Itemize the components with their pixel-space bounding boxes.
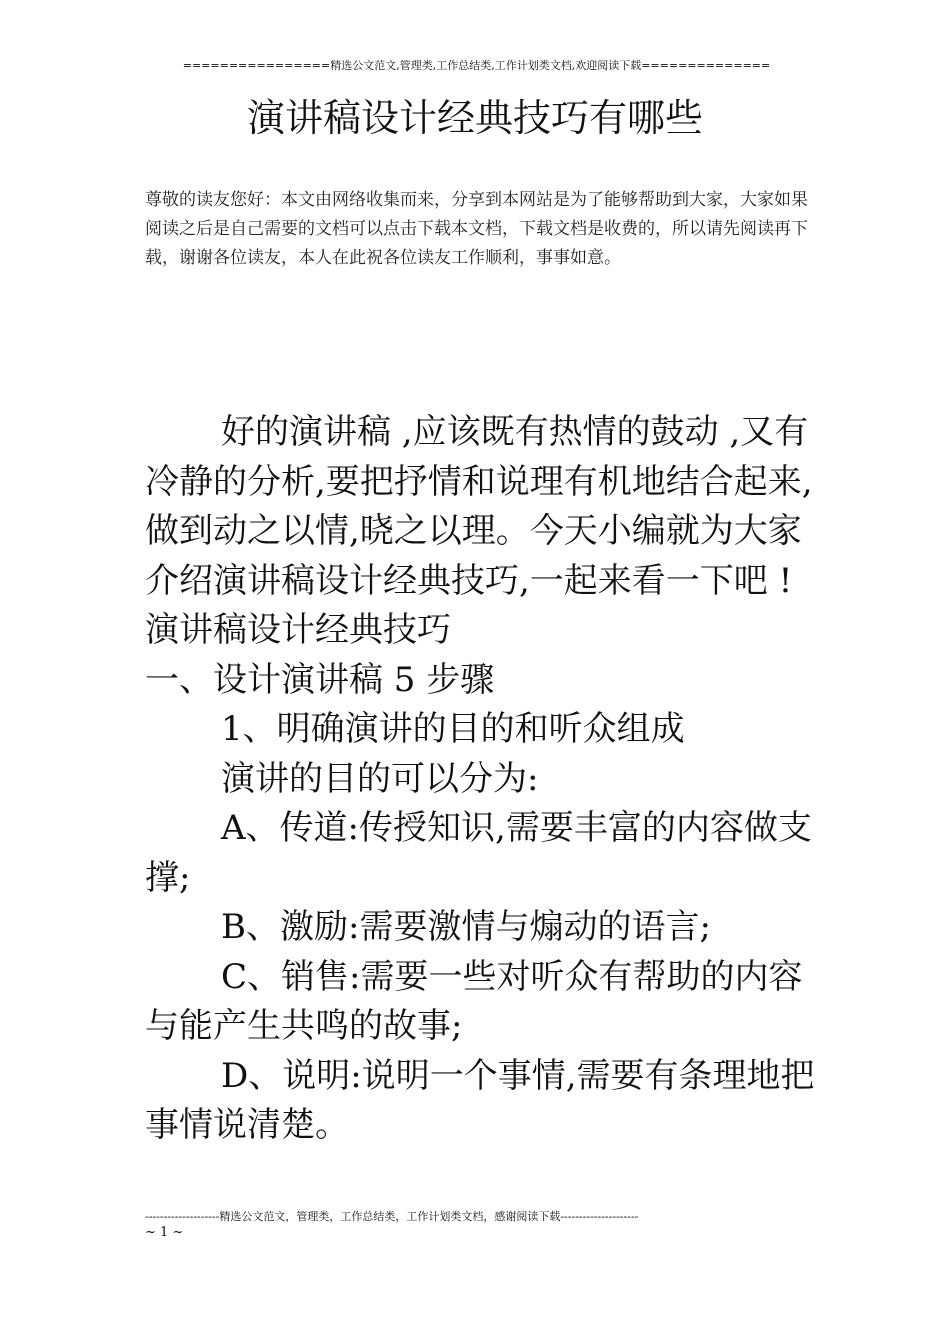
list-item: D、说明:说明一个事情,需要有条理地把事情说清楚。 bbox=[145, 1055, 815, 1145]
paragraph-intro: 好的演讲稿 ,应该既有热情的鼓动 ,又有冷静的分析,要把抒情和说理有机地结合起来,做到动之以情,晓之以理。今天小编就为大家介绍演讲稿设计经典技巧,一起来看一下吧 !演讲稿设计经典技巧 bbox=[145, 412, 813, 650]
intro-notice: 尊敬的读友您好：本文由网络收集而来，分享到本网站是为了能够帮助到大家，大家如果阅读之后是自己需要的文档可以点击下载本文档，下载文档是收费的，所以请先阅读再下载，谢谢各位读友，本人在此祝各位读友工作顺利，事事如意。 bbox=[145, 190, 808, 268]
paragraph: 演讲的目的可以分为: bbox=[221, 758, 539, 799]
page-header: ================精选公文范文,管理类,工作总结类,工作计划类文档,欢迎阅读下载============== bbox=[182, 59, 771, 72]
document-body bbox=[145, 408, 815, 1151]
list-item: B、激励:需要激情与煽动的语言; bbox=[221, 907, 711, 947]
subsection-heading: 1、明确演讲的目的和听众组成 bbox=[221, 709, 685, 749]
list-item: C、销售:需要一些对听众有帮助的内容与能产生共鸣的故事; bbox=[145, 956, 803, 1046]
list-item: A、传道:传授知识,需要丰富的内容做支撑; bbox=[145, 808, 812, 898]
page-number: ~ 1 ~ bbox=[145, 1225, 184, 1240]
section-heading: 一、设计演讲稿 5 步骤 bbox=[145, 659, 495, 700]
document-title: 演讲稿设计经典技巧有哪些 bbox=[246, 96, 703, 140]
page-footer: --------------------精选公文范文，管理类，工作总结类，工作计划类文档，感谢阅读下载--------------------- bbox=[145, 1210, 639, 1223]
